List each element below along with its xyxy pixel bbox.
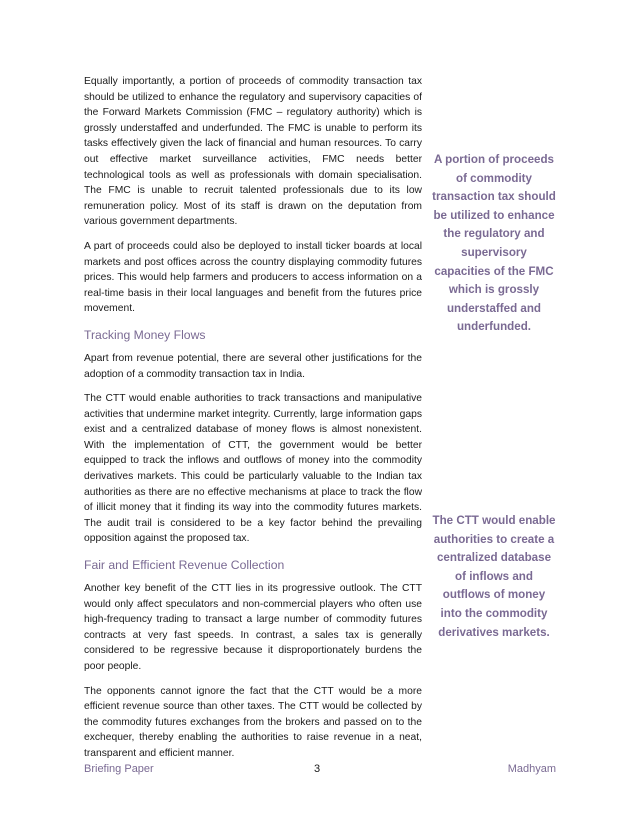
paragraph-efficient-revenue: The opponents cannot ignore the fact that the CTT would be a more efficient revenue source than other taxes. The CTT would be collected by the commodity futures exchanges from the brokers and passed on to the exchequer, thereby enabling the authorities to raise revenue in a neat, transparent and efficient manner. xyxy=(84,685,422,759)
sidebar-callout-fmc: A portion of proceeds of commodity transaction tax should be utilized to enhance the regulatory and supervisory capacities of the FMC which is grossly understaffed and underfunded. xyxy=(432,153,556,334)
footer-publication-label: Briefing Paper xyxy=(84,763,154,775)
paragraph-progressive-outlook: Another key benefit of the CTT lies in its progressive outlook. The CTT would only affect speculators and non-commercial players who often use high-frequency trading to transact a large number of commodity futures contracts at very fast speeds. In contrast, a sales tax is generally considered to be regressive because it disproportionately burdens the poor people. xyxy=(84,583,422,672)
main-text-column xyxy=(84,74,422,771)
paragraph-proceeds-fmc: Equally importantly, a portion of proceeds of commodity transaction tax should be utilized to enhance the regulatory and supervisory capacities of the Forward Markets Commission (FMC – regulatory authority) which is grossly understaffed and underfunded. The FMC is unable to perform its tasks effectively given the lack of financial and human resources. To carry out effective market surveillance activities, FMC needs better technological tools as well as professionals with domain specialisation. The FMC is unable to recruit talented professionals due to its low remuneration policy. Most of its staff is drawn on the deputation from various government departments. xyxy=(84,76,422,228)
page-number: 3 xyxy=(314,763,321,775)
paragraph-ticker-boards: A part of proceeds could also be deployed to install ticker boards at local markets and post offices across the country displaying commodity futures prices. This would help farmers and producers to access information on a real-time basis in their local languages and benefit from the futures price movement. xyxy=(84,240,422,315)
paragraph-revenue-potential: Apart from revenue potential, there are several other justifications for the adoption of a commodity transaction tax in India. xyxy=(84,352,422,380)
footer-organization-label: Madhyam xyxy=(507,763,556,775)
paragraph-audit-trail: The CTT would enable authorities to track transactions and manipulative activities that undermine market integrity. Currently, large information gaps exist and a centralized database of money flows is almost nonexistent. With the implementation of CTT, the government would be better equipped to track the inflows and outflows of money into the commodity derivatives markets. This could be particularly valuable to the Indian tax authorities as there are no effective mechanisms at place to track the flow of illicit money that it finding its way into the commodity futures markets. The audit trail is considered to be a key factor behind the prevailing opposition against the proposed tax. xyxy=(84,393,422,545)
sidebar-callout-ctt: The CTT would enable authorities to create a centralized database of inflows and outflows of money into the commodity derivatives markets. xyxy=(432,514,556,639)
page-footer xyxy=(84,763,556,781)
section-heading-tracking-money-flows: Tracking Money Flows xyxy=(84,327,206,342)
section-heading-fair-revenue: Fair and Efficient Revenue Collection xyxy=(84,558,285,573)
